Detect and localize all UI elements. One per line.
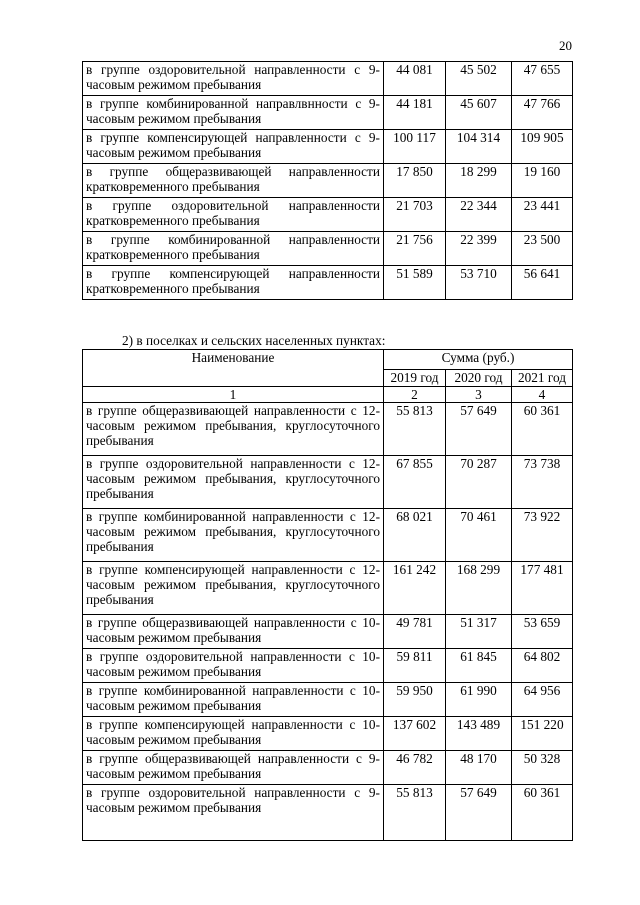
value-2021: 109 905 xyxy=(512,130,573,164)
value-2019: 59 950 xyxy=(384,683,446,717)
table-row xyxy=(83,785,573,841)
row-name: в группе общеразвивающей направленности с 12-часовым режимом пребывания, круглосуточного пребывания xyxy=(83,403,384,456)
value-2020: 61 845 xyxy=(446,649,512,683)
value-2019: 137 602 xyxy=(384,717,446,751)
table-row xyxy=(83,266,573,300)
value-2020: 143 489 xyxy=(446,717,512,751)
value-2019: 44 181 xyxy=(384,96,446,130)
table-row xyxy=(83,456,573,509)
value-2019: 59 811 xyxy=(384,649,446,683)
table-row xyxy=(83,509,573,562)
value-2020: 70 287 xyxy=(446,456,512,509)
value-2020: 18 299 xyxy=(446,164,512,198)
page-number: 20 xyxy=(559,38,572,53)
row-name: в группе оздоровительной направленности кратковременного пребывания xyxy=(83,198,384,232)
value-2021: 64 802 xyxy=(512,649,573,683)
value-2021: 60 361 xyxy=(512,403,573,456)
table-row xyxy=(83,615,573,649)
table-row xyxy=(83,751,573,785)
header-sum: Сумма (руб.) xyxy=(384,350,573,370)
value-2021: 23 441 xyxy=(512,198,573,232)
value-2019: 55 813 xyxy=(384,785,446,841)
value-2021: 19 160 xyxy=(512,164,573,198)
table-row xyxy=(83,403,573,456)
value-2020: 51 317 xyxy=(446,615,512,649)
header-row xyxy=(83,350,573,370)
value-2019: 100 117 xyxy=(384,130,446,164)
table-row xyxy=(83,683,573,717)
table-section1-continued xyxy=(82,61,573,300)
table-row xyxy=(83,62,573,96)
column-number: 1 xyxy=(83,387,384,403)
value-2019: 51 589 xyxy=(384,266,446,300)
row-name: в группе компенсирующей направленности с 10-часовым режимом пребывания xyxy=(83,717,384,751)
row-name: в группе оздоровительной направленности с 10-часовым режимом пребывания xyxy=(83,649,384,683)
value-2021: 177 481 xyxy=(512,562,573,615)
value-2019: 49 781 xyxy=(384,615,446,649)
row-name: в группе общеразвивающей направленности с 10-часовым режимом пребывания xyxy=(83,615,384,649)
row-name: в группе комбинированной направлвнности с 9-часовым режимом пребывания xyxy=(83,96,384,130)
row-name: в группе комбинированной направленности кратковременного пребывания xyxy=(83,232,384,266)
value-2020: 104 314 xyxy=(446,130,512,164)
value-2019: 21 703 xyxy=(384,198,446,232)
table-row xyxy=(83,164,573,198)
table-row xyxy=(83,96,573,130)
value-2019: 21 756 xyxy=(384,232,446,266)
row-name: в группе оздоровительной направленности с 9-часовым режимом пребывания xyxy=(83,62,384,96)
value-2020: 48 170 xyxy=(446,751,512,785)
value-2021: 73 922 xyxy=(512,509,573,562)
value-2020: 70 461 xyxy=(446,509,512,562)
value-2020: 45 502 xyxy=(446,62,512,96)
header-year-2021: 2021 год xyxy=(512,370,573,387)
column-number: 3 xyxy=(446,387,512,403)
value-2021: 50 328 xyxy=(512,751,573,785)
row-name: в группе общеразвивающей направленности кратковременного пребывания xyxy=(83,164,384,198)
value-2020: 168 299 xyxy=(446,562,512,615)
value-2019: 44 081 xyxy=(384,62,446,96)
value-2020: 53 710 xyxy=(446,266,512,300)
value-2021: 64 956 xyxy=(512,683,573,717)
value-2019: 68 021 xyxy=(384,509,446,562)
column-number: 2 xyxy=(384,387,446,403)
value-2021: 151 220 xyxy=(512,717,573,751)
header-year-2020: 2020 год xyxy=(446,370,512,387)
row-name: в группе оздоровительной направленности с 9-часовым режимом пребывания xyxy=(83,785,384,841)
value-2020: 22 344 xyxy=(446,198,512,232)
table-row xyxy=(83,232,573,266)
row-name: в группе общеразвивающей направленности с 9-часовым режимом пребывания xyxy=(83,751,384,785)
value-2021: 53 659 xyxy=(512,615,573,649)
value-2019: 17 850 xyxy=(384,164,446,198)
row-name: в группе оздоровительной направленности с 12-часовым режимом пребывания, круглосуточного пребывания xyxy=(83,456,384,509)
value-2019: 67 855 xyxy=(384,456,446,509)
value-2020: 57 649 xyxy=(446,785,512,841)
header-name: Наименование xyxy=(83,350,384,387)
column-number-row xyxy=(83,387,573,403)
value-2020: 45 607 xyxy=(446,96,512,130)
row-name: в группе компенсирующей направленности с 9-часовым режимом пребывания xyxy=(83,130,384,164)
table-row xyxy=(83,130,573,164)
table-row xyxy=(83,198,573,232)
table-row xyxy=(83,649,573,683)
value-2019: 55 813 xyxy=(384,403,446,456)
table-row xyxy=(83,562,573,615)
table-row xyxy=(83,717,573,751)
value-2019: 46 782 xyxy=(384,751,446,785)
value-2021: 56 641 xyxy=(512,266,573,300)
table-settlements-rural xyxy=(82,349,573,841)
row-name: в группе компенсирующей направленности с 12-часовым режимом пребывания, круглосуточного пребывания xyxy=(83,562,384,615)
value-2021: 60 361 xyxy=(512,785,573,841)
value-2019: 161 242 xyxy=(384,562,446,615)
value-2020: 22 399 xyxy=(446,232,512,266)
section-title: 2) в поселках и сельских населенных пунктах: xyxy=(122,333,386,348)
row-name: в группе комбинированной направленности с 10-часовым режимом пребывания xyxy=(83,683,384,717)
value-2021: 73 738 xyxy=(512,456,573,509)
value-2021: 23 500 xyxy=(512,232,573,266)
value-2020: 61 990 xyxy=(446,683,512,717)
row-name: в группе компенсирующей направленности кратковременного пребывания xyxy=(83,266,384,300)
value-2021: 47 655 xyxy=(512,62,573,96)
column-number: 4 xyxy=(512,387,573,403)
value-2021: 47 766 xyxy=(512,96,573,130)
header-year-2019: 2019 год xyxy=(384,370,446,387)
value-2020: 57 649 xyxy=(446,403,512,456)
row-name: в группе комбинированной направленности с 12-часовым режимом пребывания, круглосуточного пребывания xyxy=(83,509,384,562)
